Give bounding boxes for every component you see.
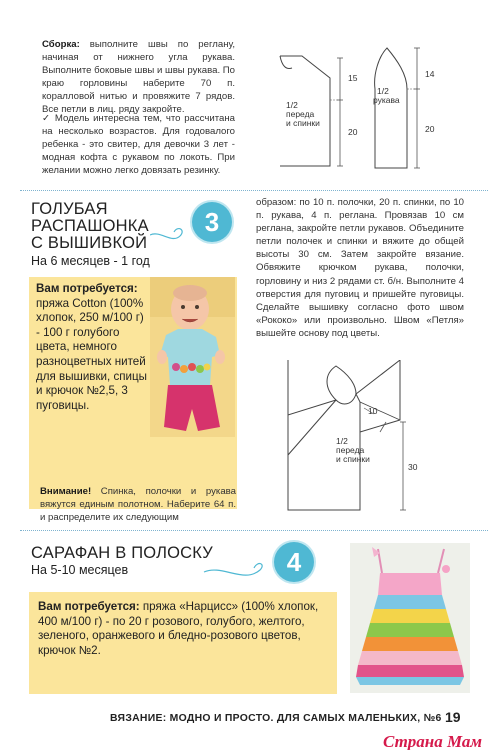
dress-photo [350,543,470,693]
raglan-label-2: переда [336,445,365,455]
raglan-label-3: и спинки [336,454,370,464]
section3-attention-body: Спинка, полочки и рукава вяжутся единым полотном. Наберите 64 п. и распределите их следующим [40,486,236,524]
section4-subtitle: На 5-10 месяцев [31,563,129,577]
section3-instructions-body: образом: по 10 п. полочки, 20 п. спинки, по 10 п. рукава, 4 п. реглана. Провязав 10 см реглана, закройте петли рукавов. Объедините петли полочек и спинки и вяжите до общей высоты 30 см. Затем закройте вязание. Обвяжите крючком рукава, полочки, горловину и низ 2 рядами ст. б/н. Выполните 4 отверстия для пуговиц и пришейте пуговицы. Сделайте вышивку согласно фото швом «Рококо» или произвольно. Швом «Петля» вышейте основу под цветы. [256,197,464,339]
section3-number-badge: 3 [192,202,232,242]
section3-needs-label: Вам потребуется: [36,282,138,295]
section4-needs-text [38,600,328,658]
front-back-label-3: и спинки [286,118,320,128]
section-divider-middle [20,530,488,531]
assembly-heading: Сборка: [42,39,80,50]
front-back-label-2: переда [286,109,315,119]
sleeve-dim-lower: 20 [425,124,435,134]
section3-badge [150,200,250,250]
assembly-paragraph [42,38,235,117]
front-back-label-1: 1/2 [286,100,298,110]
raglan-dim-top: 10 [368,406,378,416]
page-number: 19 [445,709,461,725]
section3-attention-label: Внимание! [40,486,92,497]
section3-attention-paragraph [40,485,236,524]
section3-needs-body: пряжа Cotton (100% хлопок, 250 м/100 г) - 100 г голубого цвета, немного разноцветных нитей для вышивки, спицы и крючок №2,5, 3 пуговицы. [36,296,147,412]
magazine-footer-title: ВЯЗАНИЕ: МОДНО И ПРОСТО. ДЛЯ САМЫХ МАЛЕНЬКИХ, №6 [110,713,442,724]
section-divider-top [20,190,488,191]
baby-photo [150,277,235,437]
sleeve-pattern-diagram [365,44,475,174]
section4-needs-label: Вам потребуется: [38,600,140,613]
section3-title-line3: С ВЫШИВКОЙ [31,234,148,252]
raglan-pattern-diagram [260,360,440,530]
assembly-body: выполните швы по реглану, начиная от нижнего угла рукава. Выполните боковые швы и швы рукава. По краю горловины наберите 70 п. коралловой нитью и провяжите 7 рядов. Все петли в лиц. ряду закройте. [42,39,236,116]
section4-number-badge: 4 [274,542,314,582]
sleeve-label-1: 1/2 [377,86,389,96]
front-back-dim-upper: 15 [348,73,358,83]
section4-needs-body: пряжа «Нарцисс» (100% хлопок, 400 м/100 г) - по 20 г розового, голубого, желтого, зеленого, оранжевого и бледно-розового цветов, крючок №2. [38,600,319,657]
section3-title-line2: РАСПАШОНКА [31,217,149,235]
raglan-label-1: 1/2 [336,436,348,446]
section3-instructions-paragraph [256,196,464,340]
section4-title: САРАФАН В ПОЛОСКУ [31,544,213,562]
section3-needs-text [36,282,148,413]
section3-title-line1: ГОЛУБАЯ [31,200,108,218]
raglan-dim-side: 30 [408,462,418,472]
sleeve-label-2: рукава [373,95,400,105]
front-back-pattern-diagram [270,48,365,173]
note-body: ✓ Модель интересна тем, что рассчитана на несколько возрастов. Для годовалого ребенка - это свитер, для девочки 3 лет - модная кофта с рукавом по локоть. При желании можно легко довязать резинку. [42,113,235,177]
section3-subtitle: На 6 месяцев - 1 год [31,254,150,268]
site-watermark: Страна Мам [383,732,483,750]
sleeve-dim-upper: 14 [425,69,435,79]
front-back-dim-lower: 20 [348,127,358,137]
note-paragraph [42,112,235,177]
section4-badge [200,540,320,586]
